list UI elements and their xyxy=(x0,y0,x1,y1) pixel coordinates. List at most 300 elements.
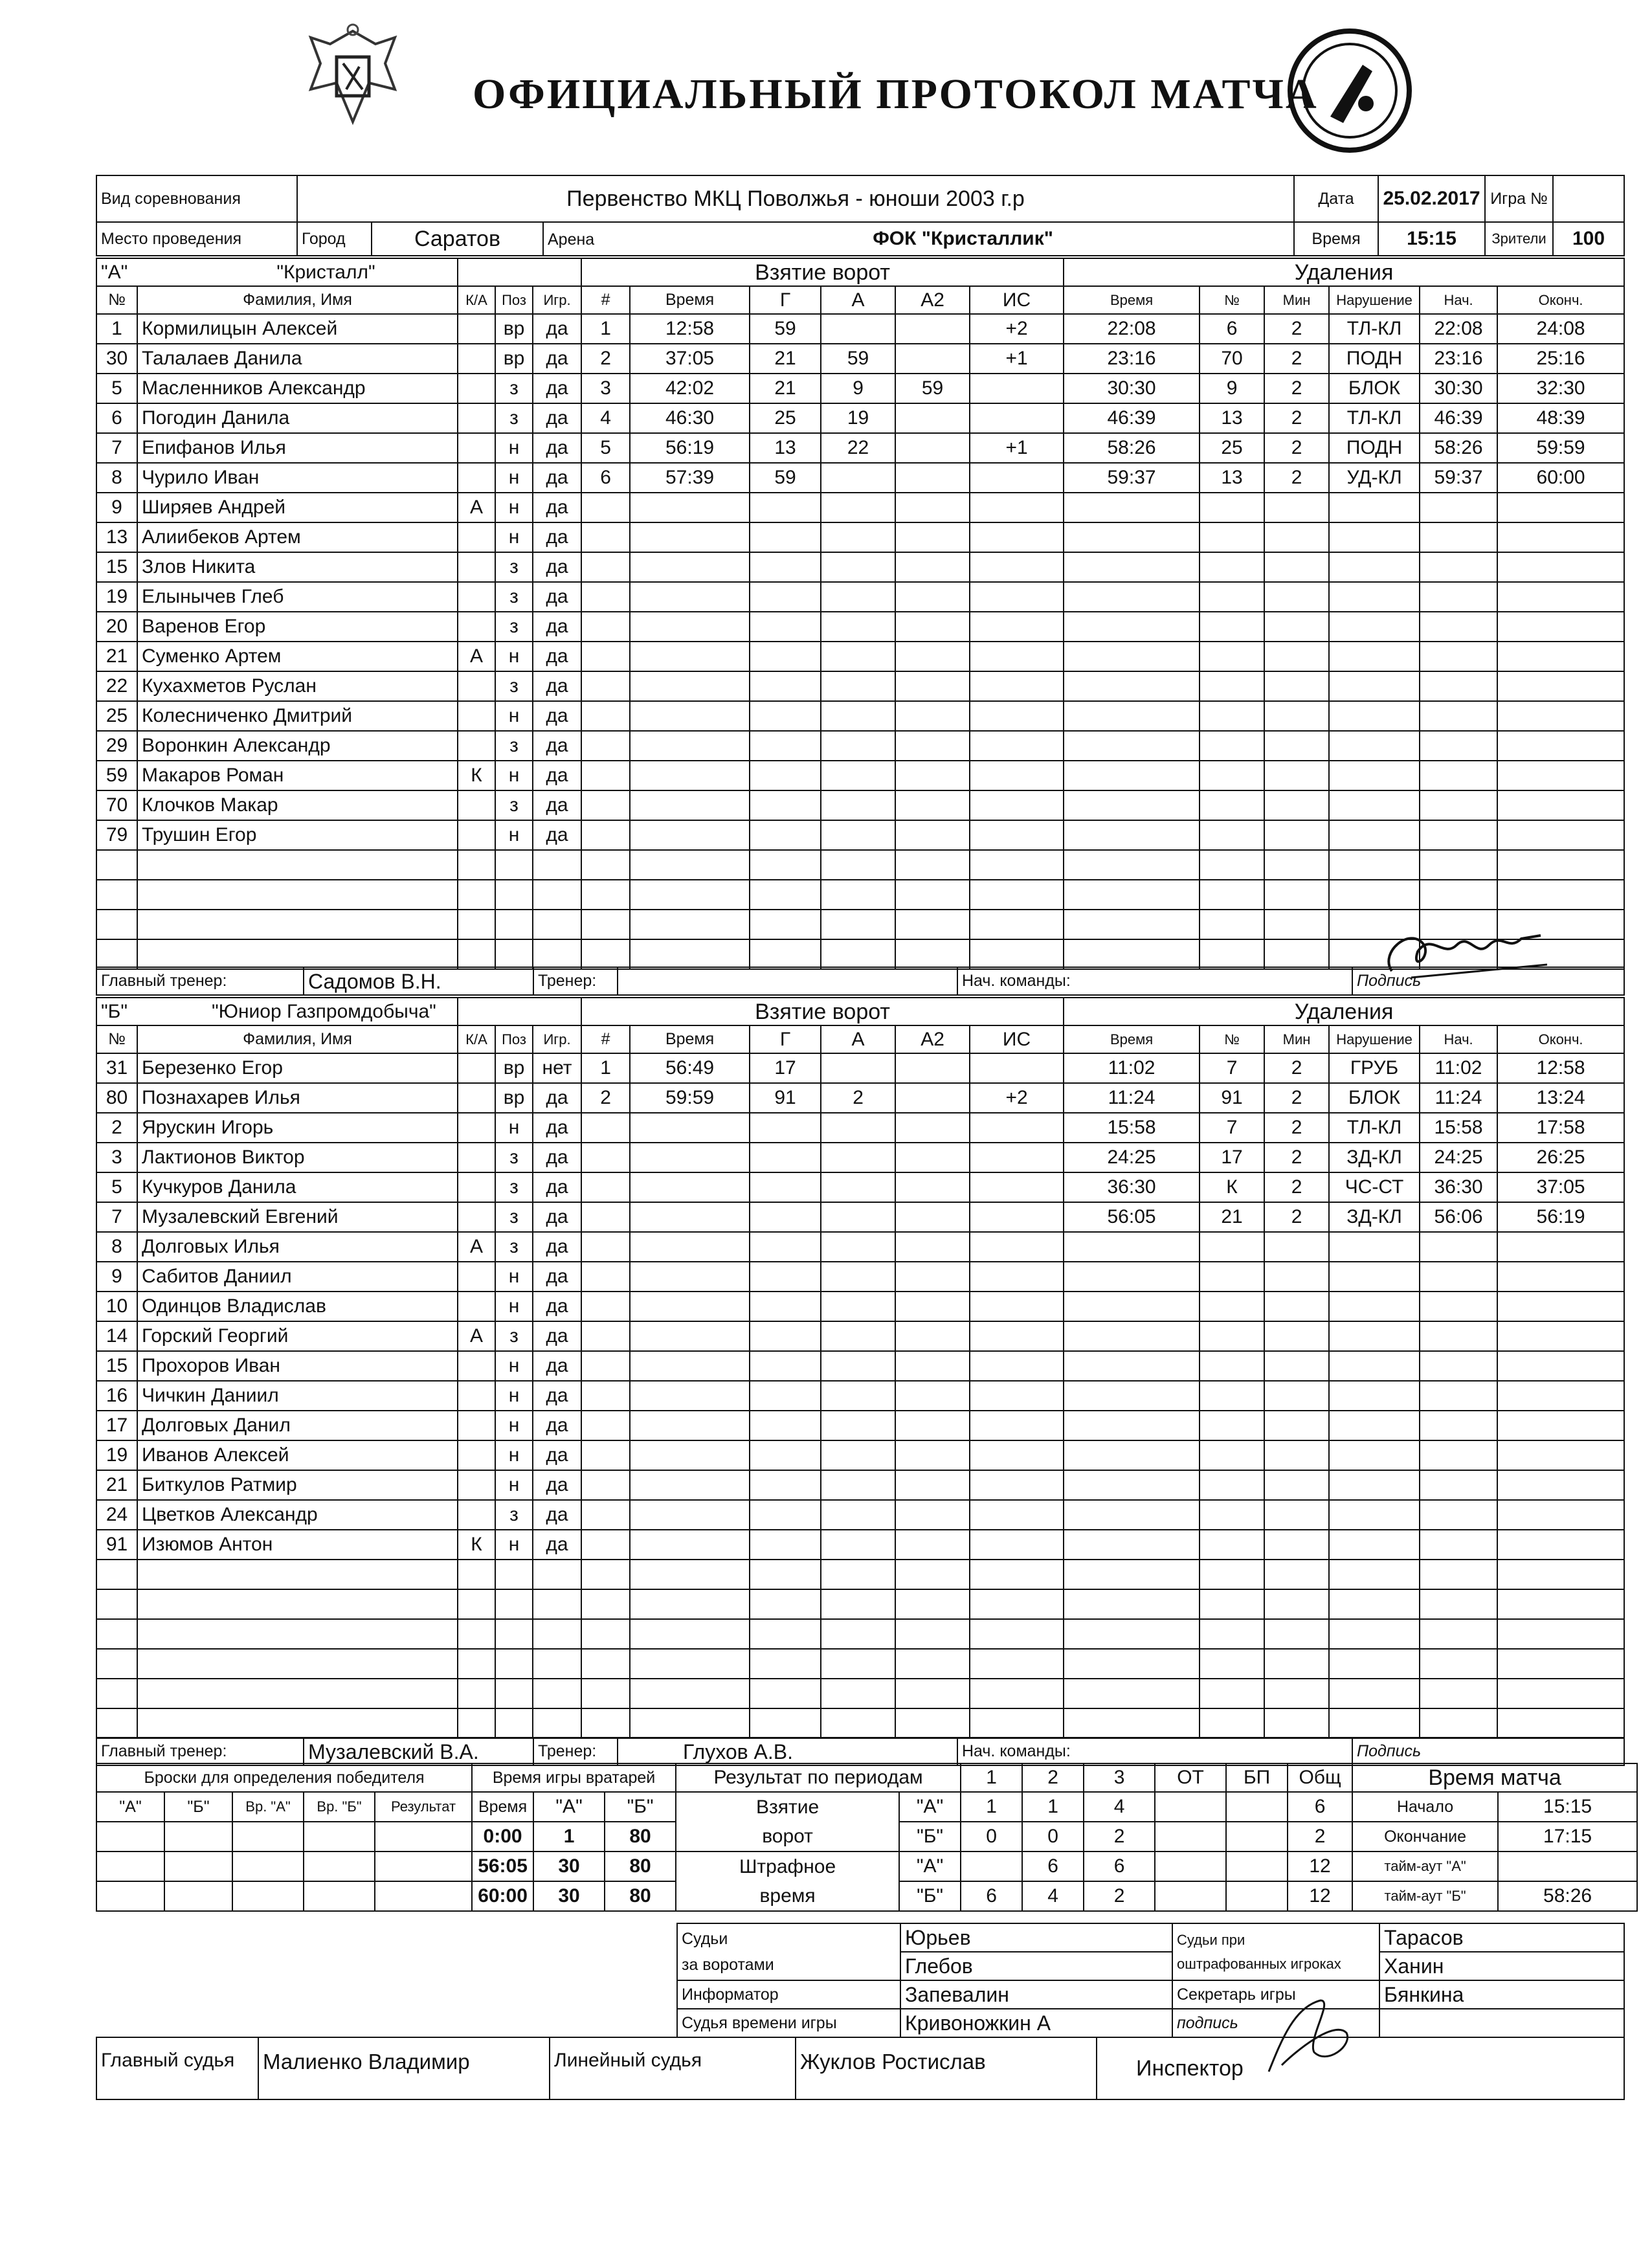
penalty-start: 36:30 xyxy=(1420,1172,1497,1202)
goal-assist xyxy=(821,1232,895,1262)
goal-time xyxy=(630,1440,750,1470)
player-number xyxy=(96,1589,137,1619)
penalty-player xyxy=(1200,1411,1264,1440)
player-position xyxy=(495,1649,533,1679)
roster-row xyxy=(96,374,1624,403)
team-b-table xyxy=(96,997,1625,1739)
goal-assist2 xyxy=(895,1292,970,1321)
penalty-time xyxy=(1064,1351,1200,1381)
penalty-time: 58:26 xyxy=(1064,433,1200,463)
penalty-player xyxy=(1200,790,1264,820)
penalty-start: 58:26 xyxy=(1420,433,1497,463)
penalty-minutes xyxy=(1264,1500,1329,1530)
penalty-start xyxy=(1420,552,1497,582)
goal-strength xyxy=(970,1321,1064,1351)
arena-label: Арена xyxy=(548,230,595,249)
penalty-infraction: ПОДН xyxy=(1329,433,1420,463)
player-captain-mark xyxy=(458,1649,495,1679)
pim-b-p2: 4 xyxy=(1022,1881,1084,1911)
player-number: 7 xyxy=(96,1202,137,1232)
goal-assist2 xyxy=(895,1708,970,1738)
player-played: да xyxy=(533,1232,581,1262)
col-header-goal-scorer: Г xyxy=(750,286,821,314)
player-number xyxy=(96,850,137,880)
goal-assist2 xyxy=(895,1530,970,1560)
goal-scorer xyxy=(750,1619,821,1649)
penalty-start xyxy=(1420,1321,1497,1351)
goal-number: 1 xyxy=(581,314,630,344)
goal-scorer: 17 xyxy=(750,1053,821,1083)
player-number: 17 xyxy=(96,1411,137,1440)
goal-assist2 xyxy=(895,880,970,910)
goal-number xyxy=(581,612,630,642)
goal-scorer xyxy=(750,1440,821,1470)
penalty-time: 56:05 xyxy=(1064,1202,1200,1232)
goal-scorer: 91 xyxy=(750,1083,821,1113)
penalty-start xyxy=(1420,671,1497,701)
goal-judges-label xyxy=(677,1923,900,1980)
player-position xyxy=(495,1560,533,1589)
penalty-infraction xyxy=(1329,1381,1420,1411)
player-played: да xyxy=(533,403,581,433)
penalty-end: 60:00 xyxy=(1497,463,1624,493)
goal-time xyxy=(630,1321,750,1351)
main-referee: Малиенко Владимир xyxy=(258,2037,550,2099)
goal-assist xyxy=(821,1470,895,1500)
penalty-player: 21 xyxy=(1200,1202,1264,1232)
penalty-end xyxy=(1497,612,1624,642)
roster-row xyxy=(96,1649,1624,1679)
penalty-player xyxy=(1200,1381,1264,1411)
player-played: да xyxy=(533,1470,581,1500)
goal-time xyxy=(630,1589,750,1619)
goal-assist: 19 xyxy=(821,403,895,433)
player-captain-mark xyxy=(458,1351,495,1381)
arena-cell xyxy=(543,222,1294,256)
penalty-time xyxy=(1064,1470,1200,1500)
player-number: 30 xyxy=(96,344,137,374)
penalty-end xyxy=(1497,731,1624,761)
player-name xyxy=(137,1560,458,1589)
penalty-player: 70 xyxy=(1200,344,1264,374)
player-name: Погодин Данила xyxy=(137,403,458,433)
team-a-penalties-title: Удаления xyxy=(1064,258,1624,286)
team-a-title-cell xyxy=(96,258,458,286)
penalty-player xyxy=(1200,731,1264,761)
goal-strength xyxy=(970,1411,1064,1440)
inspector-label: Инспектор xyxy=(1097,2037,1624,2099)
penalty-minutes xyxy=(1264,820,1329,850)
goal-strength xyxy=(970,1500,1064,1530)
pim-b-p1: 6 xyxy=(961,1881,1022,1911)
col-header-pen-time: Время xyxy=(1064,286,1200,314)
player-number: 6 xyxy=(96,403,137,433)
goal-assist xyxy=(821,1708,895,1738)
player-number: 3 xyxy=(96,1143,137,1172)
player-captain-mark xyxy=(458,820,495,850)
goal-scorer: 59 xyxy=(750,463,821,493)
goal-assist xyxy=(821,731,895,761)
goal-strength xyxy=(970,1679,1064,1708)
goal-number xyxy=(581,493,630,522)
team-a-head-coach: Садомов В.Н. xyxy=(304,967,533,995)
penalty-end xyxy=(1497,790,1624,820)
goal-scorer xyxy=(750,1530,821,1560)
goal-assist2 xyxy=(895,1649,970,1679)
player-captain-mark xyxy=(458,1053,495,1083)
goal-strength xyxy=(970,1381,1064,1411)
goal-assist2 xyxy=(895,1560,970,1589)
player-name xyxy=(137,1679,458,1708)
goal-assist xyxy=(821,642,895,671)
goal-time xyxy=(630,1500,750,1530)
penalty-end xyxy=(1497,1708,1624,1738)
roster-row xyxy=(96,731,1624,761)
penalty-end xyxy=(1497,1262,1624,1292)
player-played: да xyxy=(533,1083,581,1113)
player-position xyxy=(495,1619,533,1649)
player-captain-mark xyxy=(458,1172,495,1202)
goal-strength xyxy=(970,1053,1064,1083)
goal-scorer xyxy=(750,1143,821,1172)
penalty-player xyxy=(1200,1500,1264,1530)
player-name xyxy=(137,1649,458,1679)
goal-strength xyxy=(970,463,1064,493)
penalty-player xyxy=(1200,522,1264,552)
col-header-number: № xyxy=(96,1025,137,1053)
secretary-signature-image xyxy=(1243,1981,1372,2085)
penalty-player xyxy=(1200,1649,1264,1679)
penalty-player xyxy=(1200,1292,1264,1321)
player-played: да xyxy=(533,1172,581,1202)
player-played xyxy=(533,1619,581,1649)
penalty-infraction xyxy=(1329,522,1420,552)
goal-judges-label-line2: за воротами xyxy=(682,1956,774,1974)
goal-assist xyxy=(821,1202,895,1232)
goal-time: 42:02 xyxy=(630,374,750,403)
summary-table xyxy=(96,1763,1638,1912)
player-played: да xyxy=(533,1440,581,1470)
roster-row xyxy=(96,1172,1624,1202)
penalty-minutes xyxy=(1264,1321,1329,1351)
penalty-start xyxy=(1420,701,1497,731)
player-number: 9 xyxy=(96,493,137,522)
roster-row xyxy=(96,1589,1624,1619)
pim-a-so xyxy=(1226,1852,1288,1881)
roster-row xyxy=(96,1560,1624,1589)
goal-scorer xyxy=(750,642,821,671)
goal-time xyxy=(630,582,750,612)
goal-scorer: 25 xyxy=(750,403,821,433)
player-captain-mark xyxy=(458,1619,495,1649)
goal-strength xyxy=(970,1708,1064,1738)
penalty-time xyxy=(1064,820,1200,850)
penalty-start xyxy=(1420,1411,1497,1440)
penalty-time xyxy=(1064,1411,1200,1440)
goal-time xyxy=(630,1351,750,1381)
player-name xyxy=(137,939,458,969)
goal-assist: 59 xyxy=(821,344,895,374)
player-played: да xyxy=(533,433,581,463)
goal-assist2 xyxy=(895,463,970,493)
goal-number xyxy=(581,1679,630,1708)
penalty-minutes xyxy=(1264,671,1329,701)
penalty-player: 7 xyxy=(1200,1113,1264,1143)
roster-row xyxy=(96,1351,1624,1381)
goalie-col-b: "Б" xyxy=(605,1792,676,1822)
roster-row xyxy=(96,701,1624,731)
goal-scorer xyxy=(750,761,821,790)
penalty-time xyxy=(1064,790,1200,820)
timekeeper: Кривоножкин А xyxy=(900,2009,1172,2037)
goal-scorer xyxy=(750,1381,821,1411)
player-captain-mark xyxy=(458,939,495,969)
goal-time xyxy=(630,1232,750,1262)
goal-strength xyxy=(970,522,1064,552)
goal-strength xyxy=(970,1232,1064,1262)
goal-time xyxy=(630,1708,750,1738)
game-number-value xyxy=(1553,175,1624,222)
goal-time xyxy=(630,1172,750,1202)
match-end-value: 17:15 xyxy=(1498,1822,1637,1852)
goal-assist xyxy=(821,1530,895,1560)
goal-time xyxy=(630,910,750,939)
penalty-end xyxy=(1497,1679,1624,1708)
player-position: н xyxy=(495,642,533,671)
col-header-goal-number: # xyxy=(581,1025,630,1053)
player-position: н xyxy=(495,701,533,731)
goal-number xyxy=(581,1708,630,1738)
goalie-row-3-time: 60:00 xyxy=(472,1881,533,1911)
penalty-time: 15:58 xyxy=(1064,1113,1200,1143)
penalty-minutes xyxy=(1264,1351,1329,1381)
player-played: да xyxy=(533,1381,581,1411)
col-header-infraction: Нарушение xyxy=(1329,1025,1420,1053)
player-played xyxy=(533,1560,581,1589)
player-position xyxy=(495,1679,533,1708)
goal-assist2 xyxy=(895,671,970,701)
penalty-time xyxy=(1064,880,1200,910)
goal-strength xyxy=(970,1440,1064,1470)
goal-strength xyxy=(970,761,1064,790)
penalty-start: 11:02 xyxy=(1420,1053,1497,1083)
penalty-minutes: 2 xyxy=(1264,433,1329,463)
penalty-start xyxy=(1420,1649,1497,1679)
penalty-player: 6 xyxy=(1200,314,1264,344)
penalty-start xyxy=(1420,612,1497,642)
penalty-player: 7 xyxy=(1200,1053,1264,1083)
player-name: Биткулов Ратмир xyxy=(137,1470,458,1500)
pim-b-p3: 2 xyxy=(1084,1881,1155,1911)
roster-row xyxy=(96,790,1624,820)
penalty-minutes: 2 xyxy=(1264,1172,1329,1202)
game-number-label: Игра № xyxy=(1485,175,1553,222)
goalie-row-1-a: 1 xyxy=(533,1822,605,1852)
roster-row xyxy=(96,314,1624,344)
player-position: з xyxy=(495,1172,533,1202)
goal-assist2 xyxy=(895,314,970,344)
goal-scorer xyxy=(750,939,821,969)
goal-assist2 xyxy=(895,344,970,374)
team-a-goals-title: Взятие ворот xyxy=(581,258,1064,286)
penalty-end: 25:16 xyxy=(1497,344,1624,374)
goal-time xyxy=(630,1470,750,1500)
penalty-time xyxy=(1064,1232,1200,1262)
player-position: н xyxy=(495,433,533,463)
player-position: н xyxy=(495,1530,533,1560)
goal-assist xyxy=(821,1292,895,1321)
goal-assist xyxy=(821,1619,895,1649)
penalty-minutes xyxy=(1264,1470,1329,1500)
player-number: 91 xyxy=(96,1530,137,1560)
penalty-time: 46:39 xyxy=(1064,403,1200,433)
penalty-minutes xyxy=(1264,493,1329,522)
penalty-end xyxy=(1497,1470,1624,1500)
penalty-start xyxy=(1420,1292,1497,1321)
player-captain-mark xyxy=(458,1381,495,1411)
match-start-value: 15:15 xyxy=(1498,1792,1637,1822)
player-captain-mark xyxy=(458,1411,495,1440)
team-a-chief-label: Нач. команды: xyxy=(957,967,1352,995)
goal-number: 2 xyxy=(581,1083,630,1113)
goal-number xyxy=(581,1172,630,1202)
goalie-col-a: "А" xyxy=(533,1792,605,1822)
shootout-cell xyxy=(232,1822,304,1852)
player-name: Колесниченко Дмитрий xyxy=(137,701,458,731)
goal-assist xyxy=(821,850,895,880)
goal-scorer xyxy=(750,1172,821,1202)
penalty-start: 24:25 xyxy=(1420,1143,1497,1172)
goal-assist xyxy=(821,1351,895,1381)
col-header-strength: ИС xyxy=(970,1025,1064,1053)
penalty-time xyxy=(1064,1440,1200,1470)
player-played: да xyxy=(533,522,581,552)
goal-assist xyxy=(821,1381,895,1411)
penalty-minutes xyxy=(1264,939,1329,969)
penalty-minutes xyxy=(1264,880,1329,910)
penalty-end xyxy=(1497,1351,1624,1381)
goal-assist xyxy=(821,582,895,612)
penalty-start xyxy=(1420,1500,1497,1530)
team-b-chief-label: Нач. команды: xyxy=(957,1738,1352,1765)
goal-assist xyxy=(821,820,895,850)
penalty-infraction xyxy=(1329,1649,1420,1679)
player-position: з xyxy=(495,582,533,612)
penalty-player: 13 xyxy=(1200,403,1264,433)
goal-time xyxy=(630,1262,750,1292)
penalty-minutes-label: Штрафное время xyxy=(676,1852,899,1911)
player-position: н xyxy=(495,1381,533,1411)
penalty-player xyxy=(1200,880,1264,910)
col-header-pen-time: Время xyxy=(1064,1025,1200,1053)
goals-b-ot xyxy=(1155,1822,1226,1852)
arena-value: ФОК "Кристаллик" xyxy=(873,228,1053,249)
informer: Запевалин xyxy=(900,1980,1172,2009)
penalty-infraction: БЛОК xyxy=(1329,374,1420,403)
player-number: 2 xyxy=(96,1113,137,1143)
goalie-row-2-time: 56:05 xyxy=(472,1852,533,1881)
goal-scorer xyxy=(750,1649,821,1679)
player-captain-mark xyxy=(458,374,495,403)
penalty-player: 9 xyxy=(1200,374,1264,403)
hockey-federation-seal xyxy=(1285,26,1414,155)
player-number xyxy=(96,880,137,910)
penalty-minutes xyxy=(1264,552,1329,582)
penalty-minutes: 2 xyxy=(1264,314,1329,344)
goal-assist: 22 xyxy=(821,433,895,463)
penalty-player: 91 xyxy=(1200,1083,1264,1113)
goal-time xyxy=(630,642,750,671)
goal-assist2 xyxy=(895,790,970,820)
player-name xyxy=(137,850,458,880)
player-captain-mark xyxy=(458,1202,495,1232)
goal-time xyxy=(630,1143,750,1172)
player-name xyxy=(137,1589,458,1619)
goal-scorer xyxy=(750,1292,821,1321)
player-name xyxy=(137,1708,458,1738)
penalty-start xyxy=(1420,1351,1497,1381)
player-captain-mark xyxy=(458,1440,495,1470)
player-position xyxy=(495,1708,533,1738)
goal-strength xyxy=(970,612,1064,642)
goalie-row-2-b: 80 xyxy=(605,1852,676,1881)
goal-scorer xyxy=(750,1262,821,1292)
penalty-end: 24:08 xyxy=(1497,314,1624,344)
penalty-infraction xyxy=(1329,1351,1420,1381)
penalty-time xyxy=(1064,850,1200,880)
time-label: Время xyxy=(1294,222,1378,256)
goal-number xyxy=(581,1292,630,1321)
goal-strength xyxy=(970,403,1064,433)
shootout-header: БП xyxy=(1226,1763,1288,1792)
penalty-infraction xyxy=(1329,582,1420,612)
penalty-minutes xyxy=(1264,1679,1329,1708)
goal-scorer xyxy=(750,1232,821,1262)
goals-b-so xyxy=(1226,1822,1288,1852)
penalty-minutes xyxy=(1264,1232,1329,1262)
penalty-end xyxy=(1497,1530,1624,1560)
penalty-player xyxy=(1200,1619,1264,1649)
penalty-start: 22:08 xyxy=(1420,314,1497,344)
shootout-cell xyxy=(96,1822,164,1852)
penalty-player xyxy=(1200,1589,1264,1619)
pim-a-p3: 6 xyxy=(1084,1852,1155,1881)
goal-assist2 xyxy=(895,820,970,850)
goal-number xyxy=(581,1202,630,1232)
penalty-end xyxy=(1497,761,1624,790)
player-name: Варенов Егор xyxy=(137,612,458,642)
total-header: Общ xyxy=(1288,1763,1352,1792)
goals-a-tag: "А" xyxy=(899,1792,961,1822)
col-header-position: Поз xyxy=(495,286,533,314)
penalty-minutes xyxy=(1264,701,1329,731)
player-captain-mark xyxy=(458,314,495,344)
goal-assist xyxy=(821,761,895,790)
team-b-spacer xyxy=(458,998,581,1025)
col-header-infraction: Нарушение xyxy=(1329,286,1420,314)
penalty-time xyxy=(1064,1500,1200,1530)
player-captain-mark xyxy=(458,1470,495,1500)
penalty-end: 12:58 xyxy=(1497,1053,1624,1083)
penalty-end xyxy=(1497,1321,1624,1351)
penalty-time xyxy=(1064,1589,1200,1619)
goal-scorer xyxy=(750,582,821,612)
goal-assist2 xyxy=(895,850,970,880)
player-name: Чичкин Даниил xyxy=(137,1381,458,1411)
player-played: да xyxy=(533,1143,581,1172)
penalty-minutes: 2 xyxy=(1264,463,1329,493)
player-number: 24 xyxy=(96,1500,137,1530)
